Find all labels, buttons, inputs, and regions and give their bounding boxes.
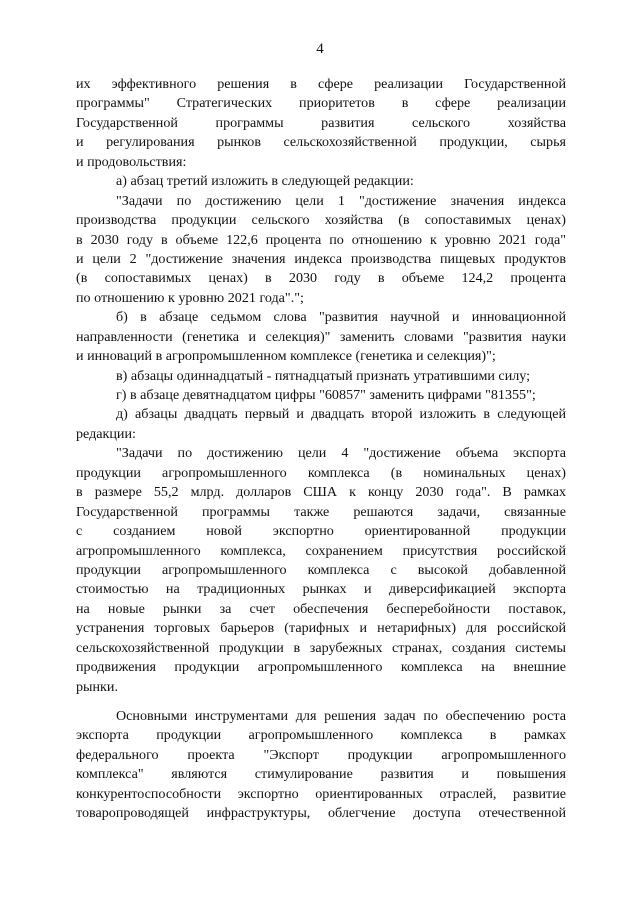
text-line: редакции: <box>76 425 136 442</box>
text-line: (в сопоставимых ценах) в 2030 году в объеме 124,2 процента <box>76 270 566 287</box>
text-line: стоимостью на традиционных рынках и диверсификацией экспорта <box>76 581 566 598</box>
text-line: продукции агропромышленного комплекса (в номинальных ценах) <box>76 464 566 481</box>
text-line: б) в абзаце седьмом слова "развития научной и инновационной <box>116 309 566 326</box>
paragraph <box>76 367 566 386</box>
paragraph <box>76 75 566 172</box>
text-line: их эффективного решения в сфере реализации Государственной <box>76 76 566 92</box>
text-line: агропромышленного комплекса, сохранением присутствия российской <box>76 542 566 559</box>
text-line: а) абзац третий изложить в следующей редакции: <box>116 173 414 190</box>
text-line: и цели 2 "достижение значения индекса производства пищевых продуктов <box>76 250 566 267</box>
text-line: и инноваций в агропромышленном комплексе (генетика и селекция)"; <box>76 348 496 365</box>
text-line: сельскохозяйственной продукции в зарубежных странах, создания системы <box>76 639 566 656</box>
text-line: в) абзацы одиннадцатый - пятнадцатый признать утратившими силу; <box>116 367 531 384</box>
text-line: Основными инструментами для решения задач по обеспечению роста <box>116 708 566 724</box>
text-line: конкурентоспособности экспортно ориентированных отраслей, развитие <box>76 785 566 802</box>
text-line: и продовольствия: <box>76 153 187 170</box>
paragraph <box>76 444 566 697</box>
text-line: программы" Стратегических приоритетов в сфере реализации <box>76 95 566 112</box>
text-line: экспорта продукции агропромышленного комплекса в рамках <box>76 727 566 744</box>
text-line: направленности (генетика и селекция)" заменить словами "развития науки <box>76 328 566 345</box>
text-line: по отношению к уровню 2021 года"."; <box>76 289 304 306</box>
paragraph <box>76 172 566 191</box>
text-line: продукции агропромышленного комплекса с высокой добавленной <box>76 561 566 578</box>
page-number: 4 <box>316 41 324 57</box>
text-line: Государственной программы также решаются задачи, связанные <box>76 503 566 520</box>
text-line: в 2030 году в объеме 122,6 процента по отношению к уровню 2021 года" <box>76 231 566 248</box>
text-line: продвижения продукции агропромышленного комплекса на внешние <box>76 659 566 676</box>
text-line: товаропроводящей инфраструктуры, облегчение доступа отечественной <box>76 805 566 822</box>
text-line: федерального проекта "Экспорт продукции агропромышленного <box>76 746 566 763</box>
paragraph <box>76 192 566 309</box>
paragraph <box>76 308 566 366</box>
text-line: комплекса" являются стимулирование развития и повышения <box>76 766 566 783</box>
text-line: и регулирования рынков сельскохозяйственной продукции, сырья <box>76 134 566 151</box>
paragraph <box>76 707 566 824</box>
document-body <box>76 75 566 824</box>
paragraph <box>76 405 566 444</box>
text-line: "Задачи по достижению цели 4 "достижение объема экспорта <box>116 445 566 462</box>
text-line: с созданием новой экспортно ориентированной продукции <box>76 523 566 540</box>
text-line: в размере 55,2 млрд. долларов США к концу 2030 года". В рамках <box>76 484 566 501</box>
text-line: "Задачи по достижению цели 1 "достижение значения индекса <box>116 192 566 209</box>
text-line: производства продукции сельского хозяйства (в сопоставимых ценах) <box>76 212 566 229</box>
text-line: устранения торговых барьеров (тарифных и нетарифных) для российской <box>76 620 566 637</box>
text-line: г) в абзаце девятнадцатом цифры "60857" заменить цифрами "81355"; <box>116 387 536 403</box>
text-line: на новые рынки за счет обеспечения бесперебойности поставок, <box>76 600 566 617</box>
paragraph <box>76 386 566 405</box>
text-line: рынки. <box>76 678 118 695</box>
text-line: д) абзацы двадцать первый и двадцать второй изложить в следующей <box>116 406 566 423</box>
text-line: Государственной программы развития сельского хозяйства <box>76 114 566 131</box>
